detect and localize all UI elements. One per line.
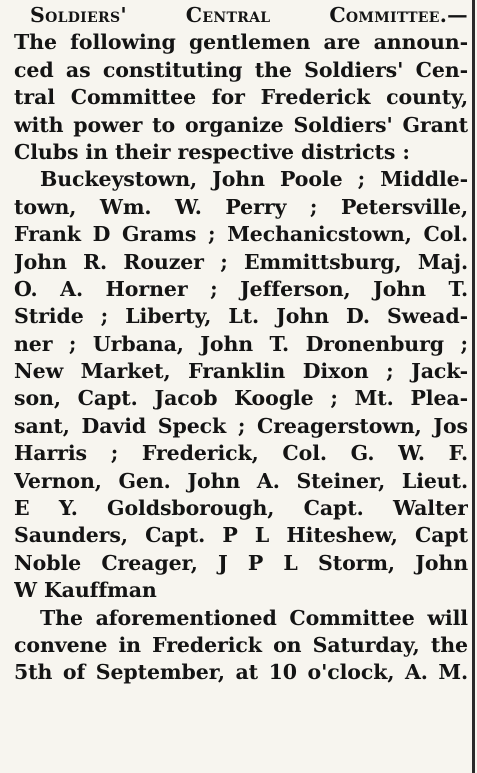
text-line: W Kauffman [14, 578, 157, 603]
text-line: ner ; Urbana, John T. Dronenburg ; [14, 331, 468, 356]
text-line: Saunders, Capt. P L Hiteshew, Capt [14, 523, 468, 548]
text-line: tral Committee for Frederick county, [14, 85, 468, 110]
text-line: Stride ; Liberty, Lt. John D. Swead- [14, 304, 468, 329]
text-line: Clubs in their respective districts : [14, 139, 410, 164]
column-rule [472, 0, 475, 773]
text-line: Noble Creager, J P L Storm, John [14, 550, 468, 575]
text-line: E Y. Goldsborough, Capt. Walter [14, 496, 468, 521]
paragraph-announcement [14, 29, 468, 166]
paragraph-district-list [14, 166, 468, 604]
text-line: town, Wm. W. Perry ; Petersville, [14, 194, 468, 219]
text-line: New Market, Franklin Dixon ; Jack- [14, 359, 468, 384]
text-line: convene in Frederick on Saturday, the [14, 632, 468, 657]
text-line: Buckeystown, John Poole ; Middle- [40, 167, 468, 192]
text-line: O. A. Horner ; Jefferson, John T. [14, 276, 468, 301]
article-body [14, 2, 468, 687]
text-line: Frank D Grams ; Mechanicstown, Col. [14, 222, 468, 247]
text-line: with power to organize Soldiers' Grant [14, 112, 468, 137]
text-line: son, Capt. Jacob Koogle ; Mt. Plea- [14, 386, 468, 411]
text-line: The following gentlemen are announ- [14, 30, 468, 55]
text-line: Harris ; Frederick, Col. G. W. F. [14, 441, 468, 466]
headline: Soldiers' Central Committee.— [30, 3, 468, 27]
first-line [14, 2, 468, 29]
paragraph-meeting-notice [14, 605, 468, 687]
text-line: ced as constituting the Soldiers' Cen- [14, 57, 468, 82]
text-line: sant, David Speck ; Creagerstown, Jos [14, 413, 468, 438]
text-line: The aforementioned Committee will [40, 605, 468, 630]
text-line: Vernon, Gen. John A. Steiner, Lieut. [14, 468, 468, 493]
text-line: John R. Rouzer ; Emmittsburg, Maj. [14, 249, 468, 274]
text-line: 5th of September, at 10 o'clock, A. M. [14, 660, 468, 685]
